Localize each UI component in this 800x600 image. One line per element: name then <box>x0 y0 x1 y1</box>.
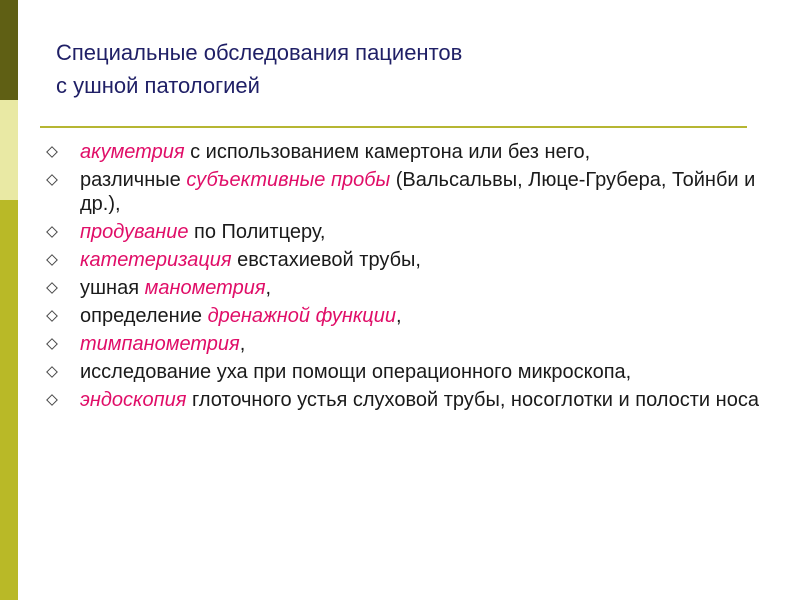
item-text: (Вальсальвы, Люце-Грубера, Тойнби и др.), <box>80 169 756 215</box>
diamond-outline-icon <box>46 174 58 186</box>
side-bar-segment-medium <box>0 200 18 600</box>
list-item <box>44 168 764 216</box>
bullet-list <box>44 140 764 416</box>
decorative-side-bar <box>0 0 18 600</box>
slide-title-line-2: с ушной патологией <box>56 73 260 98</box>
highlighted-term: акуметрия <box>80 141 185 163</box>
diamond-outline-icon <box>46 254 58 266</box>
item-text: определение <box>80 305 208 327</box>
list-item <box>44 388 764 412</box>
diamond-outline-icon <box>46 366 58 378</box>
item-text: различные <box>80 169 187 191</box>
list-item <box>44 140 764 164</box>
item-text: ушная <box>80 277 145 299</box>
list-item <box>44 304 764 328</box>
slide-title <box>56 36 756 102</box>
list-item <box>44 248 764 272</box>
highlighted-term: субъективные пробы <box>186 169 391 191</box>
side-bar-segment-dark <box>0 0 18 100</box>
list-item <box>44 360 764 384</box>
item-text: исследование уха при помощи операционного микроскопа, <box>80 361 632 383</box>
side-bar-segment-light <box>0 100 18 200</box>
list-item <box>44 220 764 244</box>
item-text: глоточного устья слуховой трубы, носоглотки и полости носа <box>186 389 759 411</box>
item-text: с использованием камертона или без него, <box>184 141 591 163</box>
diamond-outline-icon <box>46 338 58 350</box>
item-text: , <box>239 333 246 355</box>
highlighted-term: катетеризация <box>80 249 232 271</box>
highlighted-term: тимпанометрия <box>80 333 240 355</box>
title-divider <box>40 126 747 128</box>
diamond-outline-icon <box>46 394 58 406</box>
item-text: , <box>395 305 402 327</box>
highlighted-term: манометрия <box>144 277 266 299</box>
item-text: , <box>265 277 272 299</box>
highlighted-term: дренажной функции <box>207 305 396 327</box>
list-item <box>44 332 764 356</box>
list-item <box>44 276 764 300</box>
diamond-outline-icon <box>46 282 58 294</box>
highlighted-term: продувание <box>80 221 189 243</box>
slide-title-line-1: Специальные обследования пациентов <box>56 40 463 65</box>
diamond-outline-icon <box>46 226 58 238</box>
diamond-outline-icon <box>46 146 58 158</box>
highlighted-term: эндоскопия <box>80 389 187 411</box>
item-text: по Политцеру, <box>188 221 326 243</box>
diamond-outline-icon <box>46 310 58 322</box>
item-text: евстахиевой трубы, <box>231 249 421 271</box>
